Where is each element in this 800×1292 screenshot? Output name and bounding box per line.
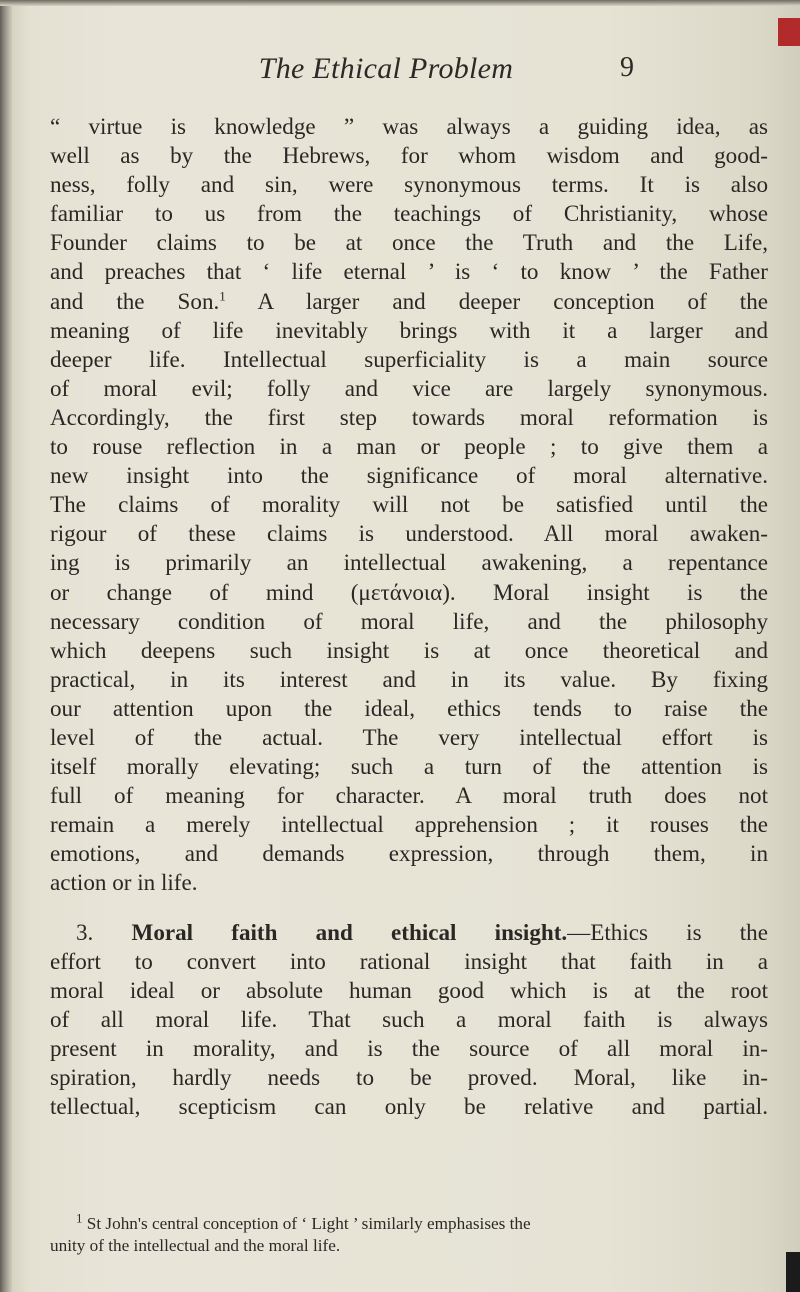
text-line: of all moral life. That such a moral faith is always [50, 1005, 768, 1032]
paragraph-gap [50, 898, 768, 918]
page-header [0, 52, 800, 92]
text-line: or change of mind (μετάνοια). Moral insight is the [50, 578, 768, 605]
page-binding-shadow [0, 0, 12, 1292]
footnote-mark: 1 [76, 1210, 83, 1226]
page-top-edge [0, 0, 800, 6]
red-tab-marker [778, 18, 800, 46]
text-line: level of the actual. The very intellectual effort is [50, 723, 768, 750]
text-line: present in morality, and is the source of all moral in- [50, 1034, 768, 1061]
text-line [50, 287, 768, 316]
text-line: Accordingly, the first step towards moral reformation is [50, 403, 768, 430]
section-heading-line [50, 918, 768, 947]
text-line: meaning of life inevitably brings with it a larger and [50, 316, 768, 343]
text-line: of moral evil; folly and vice are largely synonymous. [50, 374, 768, 401]
text-line: well as by the Hebrews, for whom wisdom and good- [50, 142, 768, 169]
text-line: “ virtue is knowledge ” was always a guiding idea, as [50, 113, 768, 139]
text-line: ing is primarily an intellectual awakening, a repentance [50, 549, 768, 576]
text-line: action or in life. [50, 869, 198, 896]
footnote-reference: 1 [219, 287, 226, 303]
footnote-text: St John's central conception of ‘ Light ’ similarly emphasises the [86, 1214, 531, 1233]
text-line: Founder claims to be at once the Truth and the Life, [50, 229, 768, 256]
text-line: tellectual, scepticism can only be relative and partial. [50, 1093, 768, 1120]
dark-corner-marker [786, 1252, 800, 1292]
page-number: 9 [620, 52, 634, 83]
text-line: familiar to us from the teachings of Christianity, whose [50, 200, 768, 227]
footnote-line [50, 1210, 768, 1235]
footnote-line: unity of the intellectual and the moral life. [50, 1236, 341, 1255]
text-line: new insight into the significance of moral alternative. [50, 462, 768, 489]
text-line: which deepens such insight is at once theoretical and [50, 636, 768, 663]
text-line: remain a merely intellectual apprehension ; it rouses the [50, 811, 768, 838]
text-line: practical, in its interest and in its value. By fixing [50, 665, 768, 692]
text-line: The claims of morality will not be satisfied until the [50, 491, 768, 518]
text-line: to rouse reflection in a man or people ; to give them a [50, 433, 768, 460]
section-heading: Moral faith and ethical insight. [131, 918, 568, 945]
text-line: full of meaning for character. A moral truth does not [50, 782, 768, 809]
text-line: necessary condition of moral life, and the philosophy [50, 607, 768, 634]
text-segment: A larger and deeper conception of the [257, 287, 768, 314]
text-line: rigour of these claims is understood. All moral awaken- [50, 520, 768, 547]
text-line: itself morally elevating; such a turn of the attention is [50, 753, 768, 780]
text-line: moral ideal or absolute human good which is at the root [50, 976, 768, 1003]
body-text [50, 112, 768, 1121]
text-segment: and the Son. [50, 287, 220, 314]
footnotes [50, 1210, 768, 1257]
text-line: ness, folly and sin, were synonymous terms. It is also [50, 171, 768, 198]
text-line: our attention upon the ideal, ethics tends to raise the [50, 694, 768, 721]
running-title: The Ethical Problem [258, 52, 514, 85]
text-line: deeper life. Intellectual superficiality is a main source [50, 345, 768, 372]
text-segment: —Ethics is the [567, 918, 768, 945]
text-line: and preaches that ‘ life eternal ’ is ‘ to know ’ the Father [50, 258, 768, 285]
text-line: effort to convert into rational insight that faith in a [50, 947, 768, 974]
text-line: emotions, and demands expression, through them, in [50, 840, 768, 867]
section-number: 3. [76, 918, 94, 945]
text-line: spiration, hardly needs to be proved. Moral, like in- [50, 1064, 768, 1090]
